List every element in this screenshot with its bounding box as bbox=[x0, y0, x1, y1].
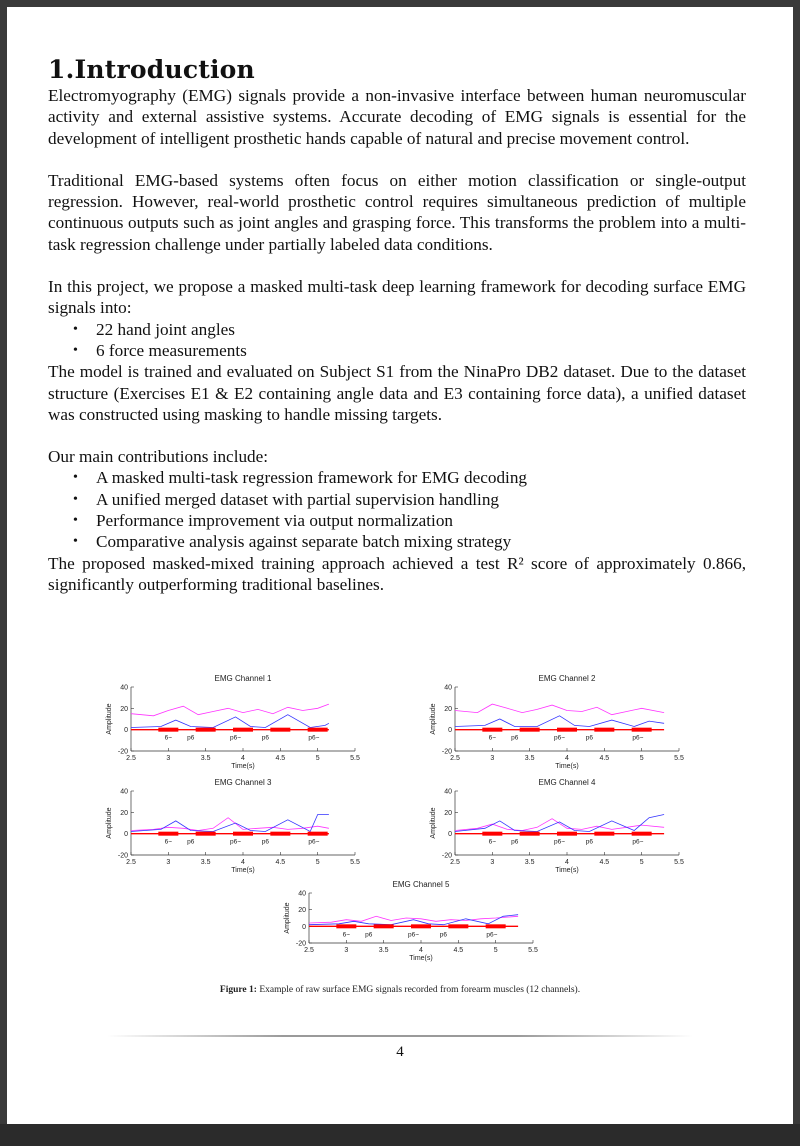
list-item: • A unified merged dataset with partial supervision handling bbox=[73, 489, 500, 509]
annotation-label: 6~ bbox=[164, 734, 173, 742]
y-tick-label: -20 bbox=[441, 852, 452, 860]
burst-marker bbox=[632, 832, 652, 836]
annotation-label: p6~ bbox=[554, 734, 566, 742]
emg-charts-svg bbox=[67, 665, 747, 985]
annotation-label: 6~ bbox=[488, 734, 497, 742]
x-tick-label: 3 bbox=[344, 947, 349, 954]
emg-figure bbox=[67, 665, 747, 985]
annotation-label: p6 bbox=[187, 734, 195, 742]
list-item: • A masked multi-task regression framework for EMG decoding bbox=[73, 468, 528, 488]
annotation-label: p6 bbox=[187, 838, 195, 846]
annotation-label: 6~ bbox=[488, 838, 497, 846]
annotation-label: p6~ bbox=[230, 838, 242, 846]
burst-marker bbox=[233, 728, 253, 732]
x-tick-label: 4.5 bbox=[453, 947, 464, 954]
y-tick-label: 20 bbox=[444, 705, 452, 713]
annotation-label: p6~ bbox=[554, 838, 566, 846]
y-tick-label: 20 bbox=[120, 809, 128, 817]
y-tick-label: 0 bbox=[302, 923, 306, 931]
x-tick-label: 5.5 bbox=[350, 859, 360, 866]
burst-marker bbox=[158, 728, 178, 732]
x-tick-label: 5 bbox=[493, 947, 498, 954]
chart-title: EMG Channel 2 bbox=[538, 674, 596, 683]
series-line-2 bbox=[455, 815, 664, 832]
burst-marker bbox=[594, 832, 614, 836]
burst-marker bbox=[233, 832, 253, 836]
x-tick-label: 3 bbox=[490, 755, 495, 762]
burst-marker bbox=[270, 832, 290, 836]
annotation-label: p6 bbox=[261, 838, 270, 846]
burst-marker bbox=[520, 728, 540, 732]
burst-marker bbox=[270, 728, 290, 732]
y-tick-label: 0 bbox=[448, 727, 452, 735]
x-tick-label: 4.5 bbox=[599, 859, 610, 866]
page-number: 4 bbox=[396, 1044, 404, 1060]
bullet-icon: • bbox=[73, 470, 78, 486]
list-item: • 6 force measurements bbox=[73, 340, 247, 360]
annotation-label: p6~ bbox=[632, 838, 644, 846]
burst-marker bbox=[632, 728, 652, 732]
annotation-label: p6~ bbox=[308, 734, 320, 742]
x-tick-label: 2.5 bbox=[450, 755, 460, 762]
x-tick-label: 3.5 bbox=[200, 859, 211, 866]
annotation-label: p6 bbox=[585, 734, 594, 742]
y-tick-label: 20 bbox=[298, 907, 306, 915]
y-axis-label: Amplitude bbox=[106, 807, 113, 839]
burst-marker bbox=[308, 728, 328, 732]
y-tick-label: 20 bbox=[444, 809, 452, 817]
annotation-label: p6 bbox=[511, 838, 519, 846]
x-tick-label: 2.5 bbox=[450, 859, 460, 866]
annotation-label: p6 bbox=[585, 838, 594, 846]
burst-marker bbox=[448, 924, 468, 928]
burst-marker bbox=[158, 832, 178, 836]
x-tick-label: 2.5 bbox=[126, 755, 136, 762]
burst-marker bbox=[486, 924, 506, 928]
figure-caption bbox=[7, 985, 793, 995]
list-item: • Performance improvement via output normalization bbox=[73, 511, 454, 531]
x-tick-label: 3.5 bbox=[378, 947, 389, 954]
x-tick-label: 3 bbox=[166, 859, 171, 866]
annotation-label: 6~ bbox=[342, 931, 351, 939]
x-tick-label: 5 bbox=[639, 859, 644, 866]
y-tick-label: 40 bbox=[444, 788, 452, 796]
x-tick-label: 5 bbox=[639, 755, 644, 762]
x-tick-label: 4 bbox=[419, 947, 423, 954]
section-title: 1.Introduction bbox=[48, 55, 255, 84]
series-line-2 bbox=[131, 715, 329, 728]
x-tick-label: 3.5 bbox=[524, 859, 535, 866]
chart-title: EMG Channel 5 bbox=[392, 880, 450, 889]
list-item: • Comparative analysis against separate batch mixing strategy bbox=[73, 532, 512, 552]
x-tick-label: 4 bbox=[565, 755, 569, 762]
y-tick-label: 40 bbox=[444, 684, 452, 692]
caption-label: Figure 1: bbox=[219, 985, 257, 995]
x-tick-label: 3 bbox=[166, 755, 171, 762]
bullet-icon: • bbox=[73, 321, 78, 337]
x-axis-label: Time(s) bbox=[231, 867, 255, 874]
viewer-bottom-bar bbox=[0, 1124, 800, 1146]
y-tick-label: 40 bbox=[120, 788, 128, 796]
y-tick-label: -20 bbox=[117, 748, 128, 756]
x-tick-label: 5.5 bbox=[674, 859, 684, 866]
series-line-1 bbox=[131, 818, 329, 831]
annotation-label: p6~ bbox=[308, 838, 320, 846]
x-tick-label: 2.5 bbox=[126, 859, 136, 866]
burst-marker bbox=[520, 832, 540, 836]
burst-marker bbox=[336, 924, 356, 928]
x-tick-label: 5.5 bbox=[350, 755, 360, 762]
bullet-icon: • bbox=[73, 513, 78, 529]
x-tick-label: 3.5 bbox=[200, 755, 211, 762]
y-axis-label: Amplitude bbox=[430, 703, 437, 735]
chart-title: EMG Channel 4 bbox=[538, 778, 596, 787]
x-tick-label: 2.5 bbox=[304, 947, 314, 954]
x-tick-label: 4.5 bbox=[599, 755, 610, 762]
series-line-1 bbox=[455, 819, 664, 831]
chart-title: EMG Channel 3 bbox=[214, 778, 272, 787]
bullet-icon: • bbox=[73, 342, 78, 358]
annotation-label: p6 bbox=[439, 931, 448, 939]
y-tick-label: 40 bbox=[120, 684, 128, 692]
paragraph-result: The proposed masked-mixed training approach achieved a test R² score of approximately 0.866, significantly outperforming traditional baselines. bbox=[48, 553, 746, 594]
annotation-label: p6~ bbox=[408, 931, 420, 939]
contributions-list bbox=[48, 467, 746, 552]
x-tick-label: 5 bbox=[315, 755, 320, 762]
series-line-1 bbox=[131, 704, 329, 716]
x-axis-label: Time(s) bbox=[555, 867, 579, 874]
y-axis-label: Amplitude bbox=[106, 703, 113, 735]
x-tick-label: 4.5 bbox=[275, 859, 286, 866]
y-tick-label: 0 bbox=[448, 831, 452, 839]
x-tick-label: 4 bbox=[241, 755, 245, 762]
burst-marker bbox=[411, 924, 431, 928]
burst-marker bbox=[557, 728, 577, 732]
burst-marker bbox=[482, 832, 502, 836]
x-tick-label: 5 bbox=[315, 859, 320, 866]
list-item: • 22 hand joint angles bbox=[73, 319, 235, 339]
burst-marker bbox=[557, 832, 577, 836]
burst-marker bbox=[196, 728, 216, 732]
outputs-list bbox=[48, 319, 746, 362]
burst-marker bbox=[594, 728, 614, 732]
x-tick-label: 4 bbox=[565, 859, 569, 866]
x-axis-label: Time(s) bbox=[409, 955, 433, 962]
paragraph-intro: Electromyography (EMG) signals provide a non-invasive interface between human neuromuscular activity and external assistive systems. Accurate decoding of EMG signals is essential for the development of intelligent prosthetic hands capable of natural and precise movement control. bbox=[48, 86, 746, 148]
x-tick-label: 4.5 bbox=[275, 755, 286, 762]
y-tick-label: -20 bbox=[117, 852, 128, 860]
series-line-1 bbox=[455, 704, 664, 715]
burst-marker bbox=[196, 832, 216, 836]
annotation-label: 6~ bbox=[164, 838, 173, 846]
annotation-label: p6 bbox=[261, 734, 270, 742]
x-tick-label: 5.5 bbox=[528, 947, 538, 954]
x-tick-label: 4 bbox=[241, 859, 245, 866]
series-line-2 bbox=[455, 716, 664, 727]
burst-marker bbox=[374, 924, 394, 928]
y-tick-label: 0 bbox=[124, 727, 128, 735]
paragraph-proposal: In this project, we propose a masked multi-task deep learning framework for decoding surface EMG signals into: bbox=[48, 277, 746, 318]
y-tick-label: -20 bbox=[441, 748, 452, 756]
page-content bbox=[48, 55, 746, 595]
y-tick-label: 0 bbox=[124, 831, 128, 839]
burst-marker bbox=[482, 728, 502, 732]
annotation-label: p6~ bbox=[230, 734, 242, 742]
y-tick-label: -20 bbox=[295, 940, 306, 948]
x-axis-label: Time(s) bbox=[555, 763, 579, 770]
bullet-icon: • bbox=[73, 534, 78, 550]
annotation-label: p6~ bbox=[632, 734, 644, 742]
x-tick-label: 3.5 bbox=[524, 755, 535, 762]
paragraph-traditional: Traditional EMG-based systems often focus on either motion classification or single-output regression. However, real-world prosthetic control requires simultaneous prediction of multiple continuous outputs such as joint angles and grasping force. This transforms the problem into a multi-task regression challenge under partially labeled data conditions. bbox=[48, 170, 746, 254]
paragraph-dataset: The model is trained and evaluated on Subject S1 from the NinaPro DB2 dataset. Due to the dataset structure (Exercises E1 & E2 containing angle data and E3 containing force data), a unified dataset was constructed using masking to handle missing targets. bbox=[48, 362, 746, 424]
y-tick-label: 20 bbox=[120, 705, 128, 713]
chart-title: EMG Channel 1 bbox=[214, 674, 272, 683]
x-tick-label: 3 bbox=[490, 859, 495, 866]
annotation-label: p6 bbox=[511, 734, 519, 742]
y-axis-label: Amplitude bbox=[284, 902, 291, 934]
bullet-icon: • bbox=[73, 491, 78, 507]
x-axis-label: Time(s) bbox=[231, 763, 255, 770]
caption-text: Example of raw surface EMG signals recorded from forearm muscles (12 channels). bbox=[259, 985, 581, 995]
annotation-label: p6 bbox=[365, 931, 373, 939]
document-page bbox=[7, 7, 793, 1124]
paragraph-contributions-intro: Our main contributions include: bbox=[48, 447, 269, 467]
annotation-label: p6~ bbox=[486, 931, 498, 939]
y-axis-label: Amplitude bbox=[430, 807, 437, 839]
y-tick-label: 40 bbox=[298, 890, 306, 898]
footer-divider bbox=[107, 1035, 693, 1037]
burst-marker bbox=[308, 832, 328, 836]
series-line-2 bbox=[309, 915, 518, 925]
x-tick-label: 5.5 bbox=[674, 755, 684, 762]
